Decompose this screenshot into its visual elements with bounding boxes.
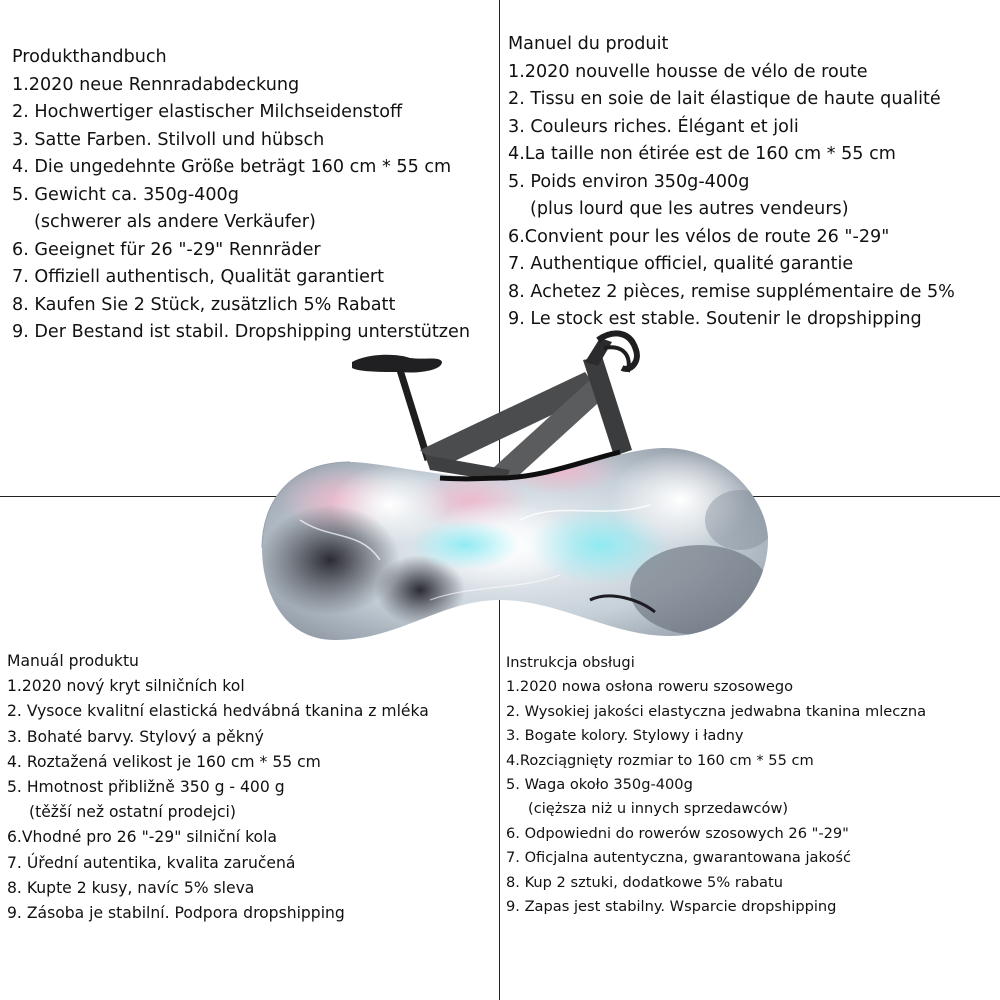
german-item: 1.2020 neue Rennradabdeckung [12, 74, 300, 95]
french-item-note: (plus lourd que les autres vendeurs) [530, 199, 849, 219]
german-item: 5. Gewicht ca. 350g-400g [12, 184, 239, 205]
czech-item: 3. Bohaté barvy. Stylový a pěkný [7, 727, 264, 746]
german-item: 7. Offiziell authentisch, Qualität garantiert [12, 267, 385, 287]
czech-title: Manuál produktu [7, 652, 139, 670]
german-item: 6. Geeignet für 26 "-29" Rennräder [12, 239, 321, 260]
polish-item-note: (cięższa niż u innych sprzedawców) [528, 800, 789, 818]
german-item: 4. Die ungedehnte Größe beträgt 160 cm * 55 cm [12, 157, 452, 177]
french-item: 6.Convient pour les vélos de route 26 "-29" [508, 226, 890, 247]
polish-item: 3. Bogate kolory. Stylowy i ładny [506, 727, 744, 745]
french-item: 9. Le stock est stable. Soutenir le dropshipping [508, 309, 922, 329]
french-item: 1.2020 nouvelle housse de vélo de route [508, 61, 868, 82]
french-manual [508, 31, 955, 334]
french-item: 4.La taille non étirée est de 160 cm * 55 cm [508, 144, 896, 164]
german-item-note: (schwerer als andere Verkäufer) [34, 212, 316, 232]
horizontal-divider [0, 496, 1000, 497]
saddle [352, 355, 442, 373]
german-title: Produkthandbuch [12, 47, 167, 67]
czech-item: 9. Zásoba je stabilní. Podpora dropshipping [7, 904, 345, 923]
polish-manual [506, 651, 926, 919]
polish-item: 8. Kup 2 sztuki, dodatkowe 5% rabatu [506, 873, 783, 891]
french-item: 8. Achetez 2 pièces, remise supplémentaire de 5% [508, 281, 955, 302]
vertical-divider [499, 0, 500, 1000]
czech-item: 6.Vhodné pro 26 "-29" silniční kola [7, 828, 277, 847]
german-manual [12, 44, 470, 347]
czech-item: 7. Úřední autentika, kvalita zaručená [7, 853, 296, 872]
french-item: 2. Tissu en soie de lait élastique de haute qualité [508, 89, 941, 109]
polish-item: 7. Oficjalna autentyczna, gwarantowana jakość [506, 849, 851, 867]
polish-item: 1.2020 nowa osłona roweru szosowego [506, 678, 794, 696]
french-title: Manuel du produit [508, 34, 669, 54]
czech-item-note: (těžší než ostatní prodejci) [29, 803, 236, 822]
german-item: 3. Satte Farben. Stilvoll und hübsch [12, 129, 325, 150]
czech-item: 2. Vysoce kvalitní elastická hedvábná tkanina z mléka [7, 702, 429, 721]
french-item: 3. Couleurs riches. Élégant et joli [508, 116, 799, 137]
german-item: 2. Hochwertiger elastischer Milchseidenstoff [12, 102, 403, 122]
german-item: 9. Der Bestand ist stabil. Dropshipping unterstützen [12, 322, 470, 342]
czech-manual [7, 649, 429, 926]
polish-item: 4.Rozciągnięty rozmiar to 160 cm * 55 cm [506, 751, 814, 769]
german-item: 8. Kaufen Sie 2 Stück, zusätzlich 5% Rabatt [12, 294, 396, 315]
czech-item: 1.2020 nový kryt silničních kol [7, 677, 245, 696]
polish-title: Instrukcja obsługi [506, 654, 635, 671]
french-item: 5. Poids environ 350g-400g [508, 171, 750, 192]
czech-item: 4. Roztažená velikost je 160 cm * 55 cm [7, 752, 321, 771]
czech-item: 5. Hmotnost přibližně 350 g - 400 g [7, 778, 285, 797]
polish-item: 6. Odpowiedni do rowerów szosowych 26 "-29" [506, 824, 849, 842]
polish-item: 5. Waga około 350g-400g [506, 776, 693, 794]
czech-item: 8. Kupte 2 kusy, navíc 5% sleva [7, 878, 255, 897]
polish-item: 2. Wysokiej jakości elastyczna jedwabna tkanina mleczna [506, 702, 927, 720]
polish-item: 9. Zapas jest stabilny. Wsparcie dropshipping [506, 898, 837, 916]
french-item: 7. Authentique officiel, qualité garantie [508, 254, 854, 274]
